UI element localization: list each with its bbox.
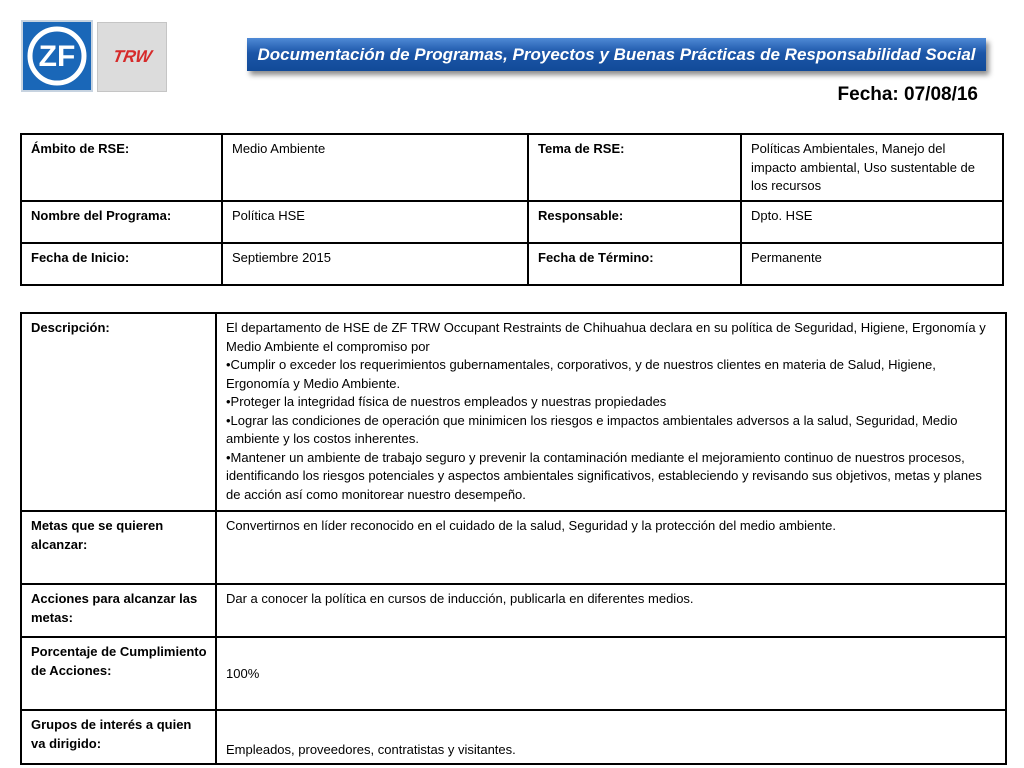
table-row (21, 313, 1006, 511)
table-row (21, 584, 1006, 637)
tema-value: Políticas Ambientales, Manejo del impacto ambiental, Uso sustentable de los recursos (741, 134, 1003, 201)
zf-logo (21, 20, 93, 92)
metas-value: Convertirnos en líder reconocido en el cuidado de la salud, Seguridad y la protección del medio ambiente. (216, 511, 1006, 584)
porcentaje-label: Porcentaje de Cumplimiento de Acciones: (21, 637, 216, 710)
zf-logo-text: ZF (38, 40, 76, 73)
tema-label: Tema de RSE: (528, 134, 741, 201)
table-row (21, 201, 1003, 243)
title-banner (247, 38, 986, 71)
acciones-value: Dar a conocer la política en cursos de inducción, publicarla en diferentes medios. (216, 584, 1006, 637)
table-row (21, 243, 1003, 285)
date-label: Fecha: 07/08/16 (837, 84, 978, 105)
grupos-value: Empleados, proveedores, contratistas y visitantes. (216, 710, 1006, 764)
page-title: Documentación de Programas, Proyectos y Buenas Prácticas de Responsabilidad Social (257, 44, 976, 64)
acciones-label: Acciones para alcanzar las metas: (21, 584, 216, 637)
trw-logo (97, 22, 167, 92)
table-row (21, 134, 1003, 201)
table-row (21, 710, 1006, 764)
termino-value: Permanente (741, 243, 1003, 285)
descripcion-bullet: •Proteger la integridad física de nuestros empleados y nuestras propiedades (226, 394, 667, 409)
descripcion-bullet: •Cumplir o exceder los requerimientos gubernamentales, corporativos, y de nuestros clientes en materia de Salud, Higiene, Ergonomía y Medio Ambiente. (226, 357, 936, 391)
responsable-value: Dpto. HSE (741, 201, 1003, 243)
inicio-label: Fecha de Inicio: (21, 243, 222, 285)
grupos-label: Grupos de interés a quien va dirigido: (21, 710, 216, 764)
responsable-label: Responsable: (528, 201, 741, 243)
program-detail-table (20, 312, 1007, 765)
table-row (21, 511, 1006, 584)
ambito-label: Ámbito de RSE: (21, 134, 222, 201)
ambito-value: Medio Ambiente (222, 134, 528, 201)
descripcion-bullet: •Lograr las condiciones de operación que minimicen los riesgos e impactos ambientales adversos a la salud, Seguridad, Medio ambiente y los costos inherentes. (226, 412, 958, 446)
table-row (21, 637, 1006, 710)
porcentaje-value: 100% (216, 637, 1006, 710)
descripcion-value (216, 313, 1006, 511)
descripcion-bullet: •Mantener un ambiente de trabajo seguro y prevenir la contaminación mediante el mejoramiento continuo de nuestros procesos, identificando los riesgos potenciales y aspectos ambientales significativos, estableciendo y revisando sus objetivos, metas y planes de acción así como monitorear nuestro desempeño. (226, 449, 982, 502)
inicio-value: Septiembre 2015 (222, 243, 528, 285)
metas-label: Metas que se quieren alcanzar: (21, 511, 216, 584)
programa-value: Política HSE (222, 201, 528, 243)
zf-logo-graphic (23, 22, 91, 90)
descripcion-label: Descripción: (21, 313, 216, 511)
programa-label: Nombre del Programa: (21, 201, 222, 243)
termino-label: Fecha de Término: (528, 243, 741, 285)
program-info-table (20, 133, 1004, 286)
descripcion-intro: El departamento de HSE de ZF TRW Occupant Restraints de Chihuahua declara en su política de Seguridad, Higiene, Ergonomía y Medio Ambiente el compromiso por (226, 320, 986, 354)
trw-logo-text: TRW (111, 47, 153, 66)
